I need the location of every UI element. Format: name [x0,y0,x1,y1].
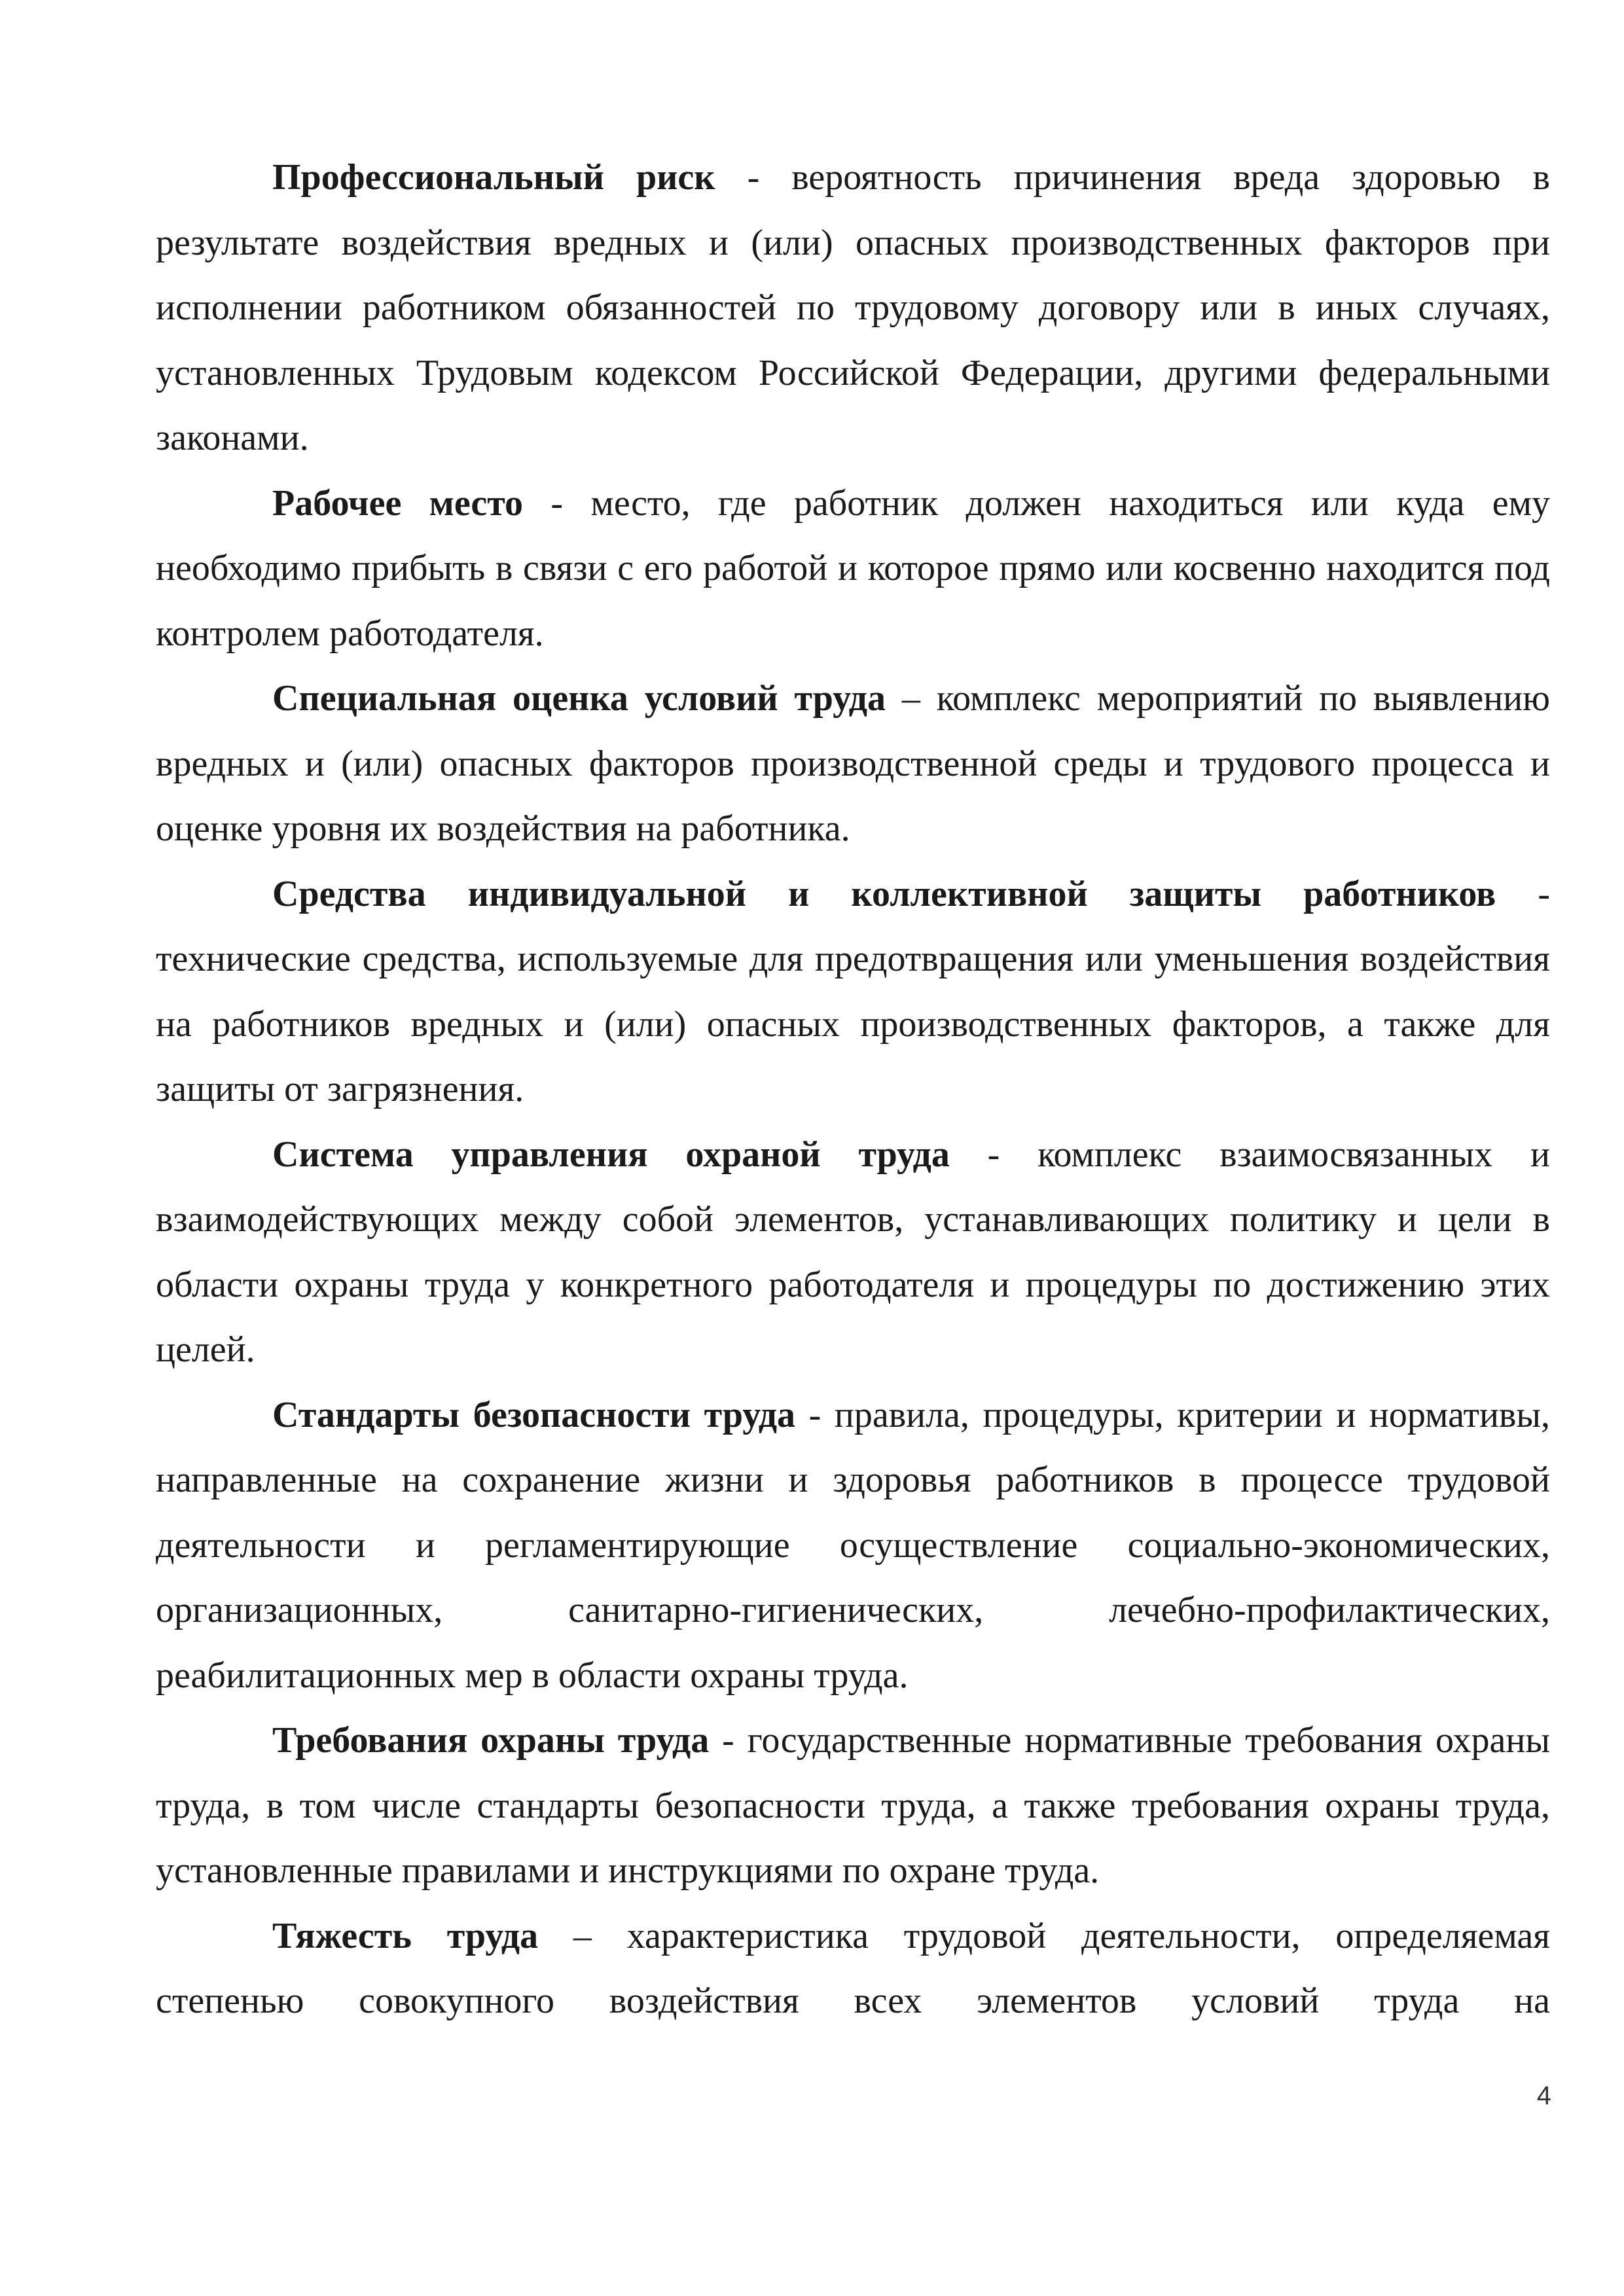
definition-paragraph [156,666,1550,862]
definition-text: - вероятность причинения вреда здоровью в результате воздействия вредных и (или) опасных производственных факторов при исполнении работником обязанностей по трудовому договору или в иных случаях, установленных Трудовым кодексом Российской Федерации, другими федеральными законами. [156,157,1550,458]
definition-text: - комплекс взаимосвязанных и взаимодействующих между собой элементов, устанавливающих политику и цели в области охраны труда у конкретного работодателя и процедуры по достижению этих целей. [156,1134,1550,1370]
definition-term: Тяжесть труда [272,1915,539,1956]
definition-text: - правила, процедуры, критерии и нормативы, направленные на сохранение жизни и здоровья работников в процессе трудовой деятельности и регламентирующие осуществление социально-экономических, организационных, санитарно-гигиенических, лечебно-профилактических, реабилитационных мер в области охраны труда. [156,1394,1550,1696]
definition-term: Профессиональный риск [272,157,715,198]
definition-paragraph [156,1383,1550,1709]
definition-term: Стандарты безопасности труда [272,1394,796,1435]
definition-paragraph [156,1904,1550,2034]
definition-term: Средства индивидуальной и коллективной защиты работников [272,873,1496,914]
definition-paragraph [156,145,1550,471]
definition-paragraph [156,1708,1550,1904]
definition-paragraph [156,862,1550,1122]
definition-term: Специальная оценка условий труда [272,678,886,719]
definition-paragraph [156,1122,1550,1383]
definition-paragraph [156,471,1550,667]
definition-text: – комплекс мероприятий по выявлению вредных и (или) опасных факторов производственной среды и трудового процесса и оценке уровня их воздействия на работника. [156,678,1551,849]
definition-term: Рабочее место [272,482,523,524]
definition-text: - место, где работник должен находиться или куда ему необходимо прибыть в связи с его работой и которое прямо или косвенно находится под контролем работодателя. [156,482,1551,654]
definition-term: Система управления охраной труда [272,1134,950,1175]
document-body [156,145,1550,2034]
definition-term: Требования охраны труда [272,1720,710,1761]
page-number: 4 [1536,2081,1551,2110]
definition-text: - государственные нормативные требования охраны труда, в том числе стандарты безопасности труда, а также требования охраны труда, установленные правилами и инструкциями по охране труда. [156,1720,1551,1891]
definition-text: – характеристика трудовой деятельности, определяемая степенью совокупного воздействия всех элементов условий труда на [156,1915,1551,2021]
definition-text: - технические средства, используемые для предотвращения или уменьшения воздействия на работников вредных и (или) опасных производственных факторов, а также для защиты от загрязнения. [156,873,1550,1109]
